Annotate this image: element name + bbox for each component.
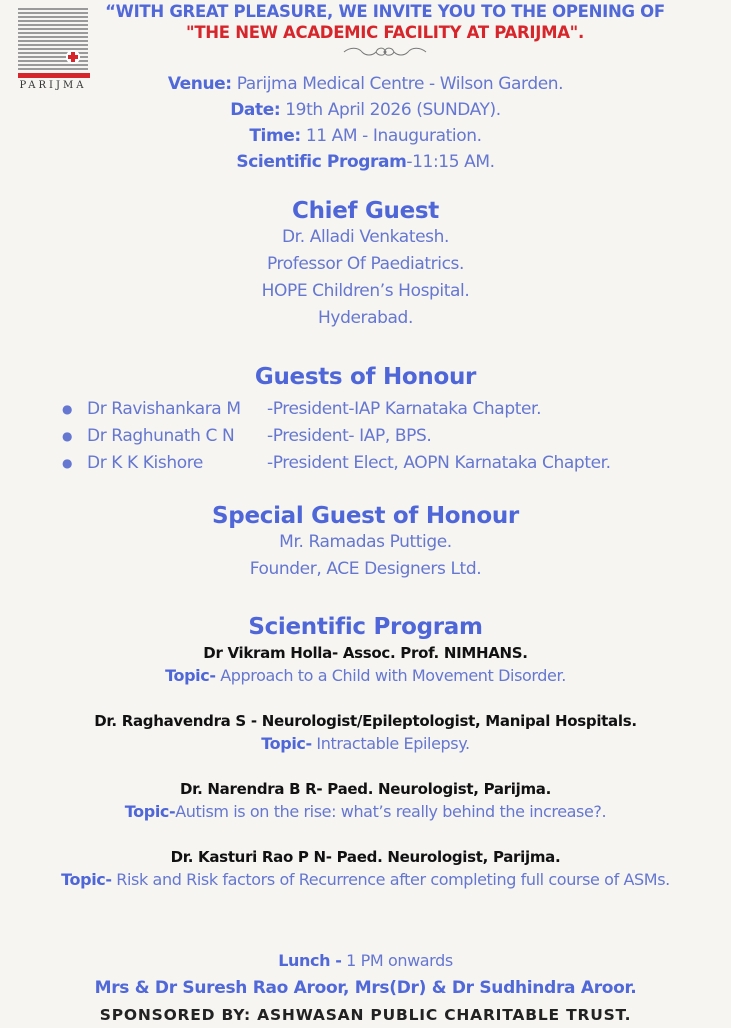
bullet-icon: ● <box>62 456 73 470</box>
time-line <box>0 123 731 149</box>
guests-of-honour-section <box>0 364 731 473</box>
footer-section <box>0 948 731 1028</box>
special-guest-title: Special Guest of Honour <box>212 503 519 529</box>
invite-line-2: "THE NEW ACADEMIC FACILITY AT PARIJMA". <box>186 23 584 42</box>
date-value: 19th April 2026 (SUNDAY). <box>280 100 501 120</box>
talk-topic <box>0 730 731 758</box>
guest-role: -President Elect, AOPN Karnataka Chapter. <box>267 453 611 473</box>
bullet-icon: ● <box>62 402 73 416</box>
logo-text: PARIJMA <box>19 80 87 91</box>
invite-line-1: “WITH GREAT PLEASURE, WE INVITE YOU TO THE OPENING OF <box>105 2 665 21</box>
topic-label: Topic- <box>61 870 112 889</box>
time-label: Time: <box>249 126 301 146</box>
venue-label: Venue: <box>167 74 232 94</box>
chief-guest-line: Hyderabad. <box>318 308 413 328</box>
guest-name: Dr Raghunath C N <box>87 426 235 446</box>
venue-value: Parijma Medical Centre - Wilson Garden. <box>231 74 564 94</box>
program-label: Scientific Program <box>236 152 407 172</box>
program-time-value: -11:15 AM. <box>406 152 495 172</box>
hosts-line: Mrs & Dr Suresh Rao Aroor, Mrs(Dr) & Dr Sudhindra Aroor. <box>94 978 637 998</box>
event-details <box>0 71 731 175</box>
special-guest-section <box>0 503 731 583</box>
guest-role: -President- IAP, BPS. <box>267 426 432 446</box>
bullet-icon: ● <box>62 429 73 443</box>
lunch-label: Lunch - <box>278 951 342 970</box>
special-guest-line: Mr. Ramadas Puttige. <box>279 532 452 552</box>
talk-speaker: Dr Vikram Holla- Assoc. Prof. NIMHANS. <box>203 644 528 662</box>
lunch-line <box>0 948 731 974</box>
topic-label: Topic- <box>261 734 312 753</box>
talk-topic <box>0 866 731 894</box>
talk-speaker: Dr. Kasturi Rao P N- Paed. Neurologist, Parijma. <box>170 848 561 866</box>
guests-of-honour-list <box>62 396 702 477</box>
red-cross-icon <box>66 50 80 64</box>
chief-guest-line: Professor Of Paediatrics. <box>267 254 464 274</box>
topic-label: Topic- <box>124 802 176 821</box>
lunch-time: 1 PM onwards <box>341 951 453 970</box>
topic-text: Risk and Risk factors of Recurrence after completing full course of ASMs. <box>111 870 670 889</box>
talk-speaker: Dr. Narendra B R- Paed. Neurologist, Parijma. <box>179 780 552 798</box>
topic-text: Intractable Epilepsy. <box>311 734 470 753</box>
special-guest-line: Founder, ACE Designers Ltd. <box>249 559 482 579</box>
list-item <box>62 423 702 450</box>
chief-guest-section <box>0 198 731 332</box>
invitation-header <box>95 2 675 63</box>
date-line <box>0 97 731 123</box>
chief-guest-line: HOPE Children’s Hospital. <box>261 281 470 301</box>
program-time-line <box>0 149 731 175</box>
talk-topic <box>0 662 731 690</box>
topic-label: Topic- <box>165 666 216 685</box>
date-label: Date: <box>230 100 281 120</box>
talk-speaker: Dr. Raghavendra S - Neurologist/Epileptologist, Manipal Hospitals. <box>94 712 637 730</box>
scientific-program-title: Scientific Program <box>248 614 483 640</box>
guest-role: -President-IAP Karnataka Chapter. <box>267 399 542 419</box>
venue-line <box>0 71 731 97</box>
guest-name: Dr K K Kishore <box>87 453 203 473</box>
ornament-divider-icon <box>340 45 430 59</box>
guest-name: Dr Ravishankara M <box>87 399 241 419</box>
list-item <box>62 396 702 423</box>
chief-guest-title: Chief Guest <box>292 198 439 224</box>
scientific-program-section <box>0 614 731 894</box>
sponsor-line: SPONSORED BY: ASHWASAN PUBLIC CHARITABLE TRUST. <box>99 1006 632 1024</box>
time-value: 11 AM - Inauguration. <box>300 126 482 146</box>
topic-text: Approach to a Child with Movement Disorder. <box>215 666 566 685</box>
guests-of-honour-title: Guests of Honour <box>254 364 477 390</box>
list-item <box>62 450 702 477</box>
topic-text: Autism is on the rise: what’s really behind the increase?. <box>175 802 607 821</box>
chief-guest-line: Dr. Alladi Venkatesh. <box>281 227 449 247</box>
talk-topic <box>0 798 731 826</box>
